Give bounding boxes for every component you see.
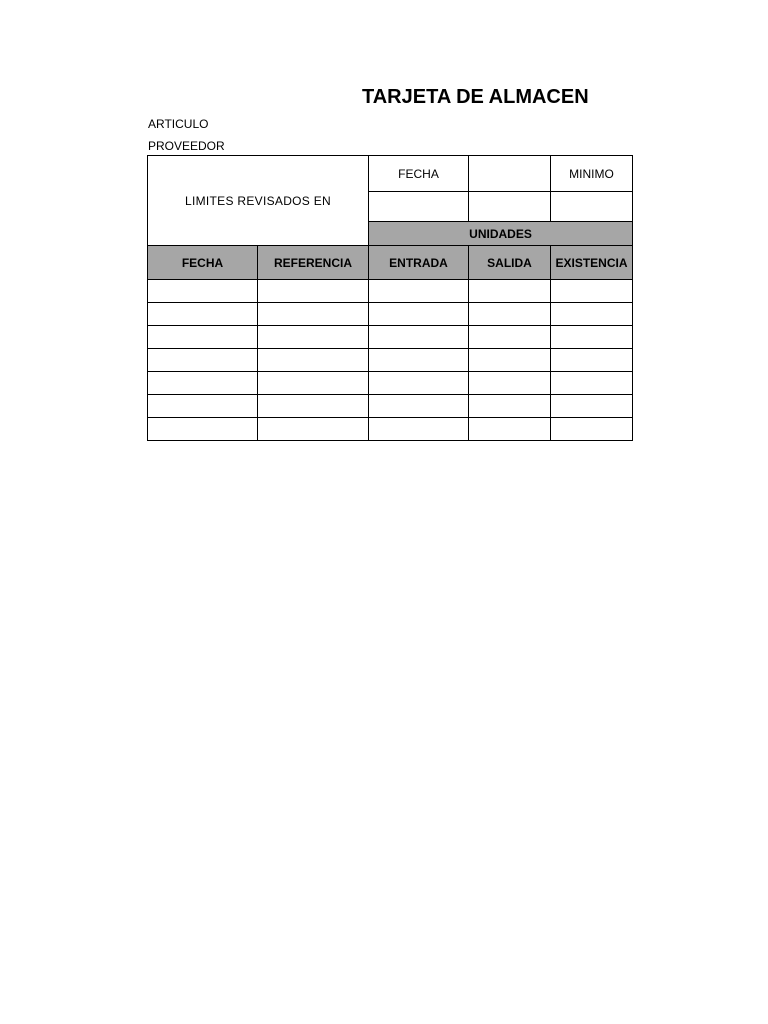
limits-fecha-label: FECHA [369, 156, 469, 192]
table-cell[interactable] [551, 372, 633, 395]
limits-row [148, 156, 633, 192]
table-cell[interactable] [148, 349, 258, 372]
column-header-salida: SALIDA [469, 246, 551, 280]
table-cell[interactable] [148, 326, 258, 349]
table-row [148, 326, 633, 349]
table-cell[interactable] [469, 349, 551, 372]
column-header-fecha: FECHA [148, 246, 258, 280]
table-cell[interactable] [258, 418, 369, 441]
table-cell[interactable] [258, 303, 369, 326]
minimo-value-cell[interactable] [551, 192, 633, 222]
table-cell[interactable] [551, 395, 633, 418]
page-title: TARJETA DE ALMACEN [362, 86, 589, 108]
column-header-row [148, 246, 633, 280]
table-cell[interactable] [369, 349, 469, 372]
table-row [148, 280, 633, 303]
table-cell[interactable] [369, 418, 469, 441]
column-header-existencia: EXISTENCIA [551, 246, 633, 280]
column-header-entrada: ENTRADA [369, 246, 469, 280]
table-cell[interactable] [469, 326, 551, 349]
table-cell[interactable] [369, 280, 469, 303]
table-cell[interactable] [469, 395, 551, 418]
table-cell[interactable] [369, 372, 469, 395]
table-cell[interactable] [369, 395, 469, 418]
table-body [148, 280, 633, 441]
proveedor-label: PROVEEDOR [148, 139, 225, 153]
limits-value-cell[interactable] [469, 192, 551, 222]
table-cell[interactable] [148, 372, 258, 395]
column-header-referencia: REFERENCIA [258, 246, 369, 280]
table-cell[interactable] [258, 349, 369, 372]
table-cell[interactable] [258, 326, 369, 349]
table-cell[interactable] [258, 280, 369, 303]
limites-revisados-label: LIMITES REVISADOS EN [148, 156, 369, 246]
unidades-header: UNIDADES [369, 222, 633, 246]
table-cell[interactable] [258, 372, 369, 395]
table-cell[interactable] [369, 326, 469, 349]
table-cell[interactable] [551, 418, 633, 441]
minimo-label: MINIMO [551, 156, 633, 192]
limits-fecha-value-cell[interactable] [469, 156, 551, 192]
table-cell[interactable] [551, 349, 633, 372]
table-row [148, 303, 633, 326]
table-cell[interactable] [551, 280, 633, 303]
table-cell[interactable] [469, 418, 551, 441]
table-cell[interactable] [258, 395, 369, 418]
table-row [148, 395, 633, 418]
table-cell[interactable] [148, 303, 258, 326]
table-cell[interactable] [469, 280, 551, 303]
articulo-label: ARTICULO [148, 117, 209, 131]
table-cell[interactable] [469, 372, 551, 395]
table-cell[interactable] [469, 303, 551, 326]
table-row [148, 349, 633, 372]
table-cell[interactable] [148, 418, 258, 441]
table-cell[interactable] [551, 326, 633, 349]
table-row [148, 418, 633, 441]
table-cell[interactable] [148, 280, 258, 303]
table-cell[interactable] [369, 303, 469, 326]
limits-value-cell[interactable] [369, 192, 469, 222]
table-row [148, 372, 633, 395]
table-cell[interactable] [551, 303, 633, 326]
warehouse-card-table [147, 155, 633, 441]
table-cell[interactable] [148, 395, 258, 418]
